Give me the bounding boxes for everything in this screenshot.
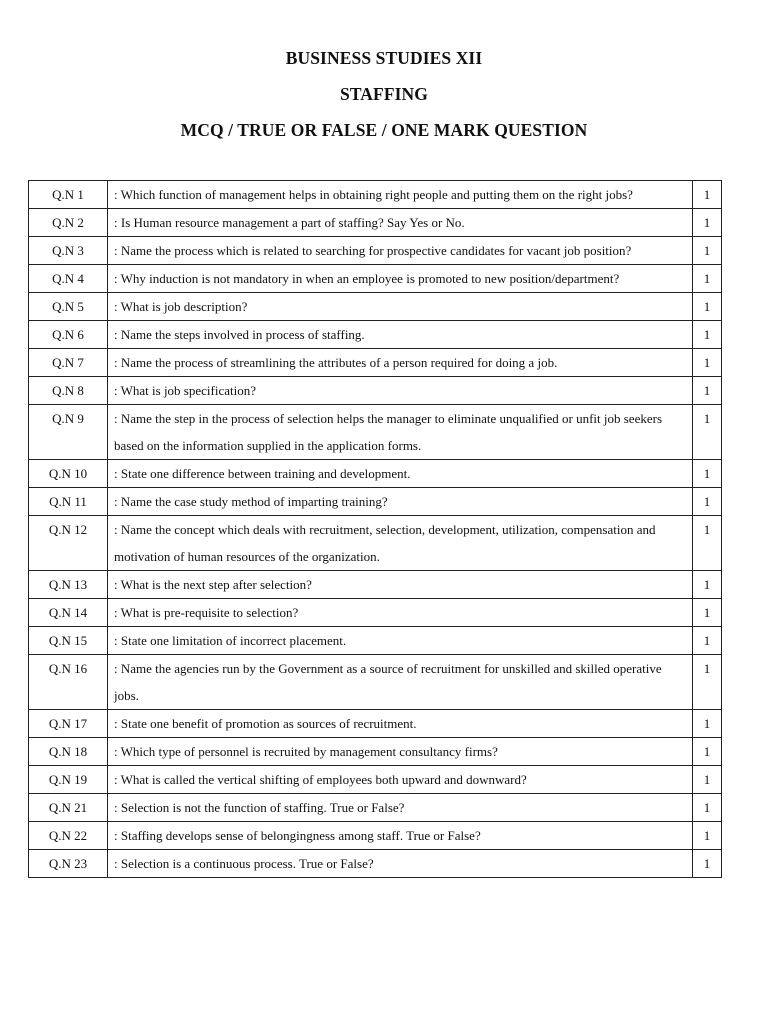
question-marks: 1: [693, 738, 722, 766]
question-number: Q.N 8: [29, 377, 108, 405]
table-row: [29, 822, 722, 850]
question-number: Q.N 10: [29, 460, 108, 488]
table-row: [29, 571, 722, 599]
question-text: : State one difference between training and development.: [108, 460, 693, 488]
question-marks: 1: [693, 599, 722, 627]
question-number: Q.N 7: [29, 349, 108, 377]
table-row: [29, 655, 722, 710]
question-text: : Which function of management helps in obtaining right people and putting them on the right jobs?: [108, 181, 693, 209]
table-row: [29, 738, 722, 766]
question-number: Q.N 4: [29, 265, 108, 293]
questions-table: [28, 180, 722, 878]
table-row: [29, 293, 722, 321]
question-number: Q.N 18: [29, 738, 108, 766]
question-number: Q.N 19: [29, 766, 108, 794]
question-marks: 1: [693, 237, 722, 265]
question-number: Q.N 17: [29, 710, 108, 738]
question-marks: 1: [693, 460, 722, 488]
table-row: [29, 181, 722, 209]
table-row: [29, 321, 722, 349]
question-marks: 1: [693, 488, 722, 516]
question-text: : What is job specification?: [108, 377, 693, 405]
table-row: [29, 265, 722, 293]
table-row: [29, 377, 722, 405]
question-number: Q.N 15: [29, 627, 108, 655]
table-row: [29, 488, 722, 516]
question-text: : State one benefit of promotion as sources of recruitment.: [108, 710, 693, 738]
question-marks: 1: [693, 571, 722, 599]
table-row: [29, 349, 722, 377]
question-text: : State one limitation of incorrect placement.: [108, 627, 693, 655]
question-number: Q.N 11: [29, 488, 108, 516]
question-text: : Name the process of streamlining the attributes of a person required for doing a job.: [108, 349, 693, 377]
question-number: Q.N 14: [29, 599, 108, 627]
table-row: [29, 405, 722, 460]
table-row: [29, 237, 722, 265]
question-marks: 1: [693, 377, 722, 405]
question-marks: 1: [693, 181, 722, 209]
question-number: Q.N 16: [29, 655, 108, 710]
question-number: Q.N 21: [29, 794, 108, 822]
question-text: : Staffing develops sense of belongingness among staff. True or False?: [108, 822, 693, 850]
question-number: Q.N 22: [29, 822, 108, 850]
question-number: Q.N 13: [29, 571, 108, 599]
question-number: Q.N 1: [29, 181, 108, 209]
question-marks: 1: [693, 766, 722, 794]
question-type-subtitle: MCQ / TRUE OR FALSE / ONE MARK QUESTION: [180, 120, 588, 140]
question-marks: 1: [693, 627, 722, 655]
question-text: : What is pre-requisite to selection?: [108, 599, 693, 627]
question-marks: 1: [693, 850, 722, 878]
table-row: [29, 850, 722, 878]
document-title: BUSINESS STUDIES XII: [285, 48, 483, 68]
question-text: : Name the concept which deals with recruitment, selection, development, utilization, compensation and motivation of human resources of the organization.: [108, 516, 693, 571]
question-number: Q.N 2: [29, 209, 108, 237]
table-row: [29, 209, 722, 237]
question-text: : Is Human resource management a part of staffing? Say Yes or No.: [108, 209, 693, 237]
table-row: [29, 599, 722, 627]
question-marks: 1: [693, 321, 722, 349]
question-text: : Selection is a continuous process. True or False?: [108, 850, 693, 878]
question-number: Q.N 3: [29, 237, 108, 265]
question-number: Q.N 23: [29, 850, 108, 878]
table-row: [29, 627, 722, 655]
question-marks: 1: [693, 293, 722, 321]
question-text: : What is the next step after selection?: [108, 571, 693, 599]
table-row: [29, 794, 722, 822]
question-text: : Name the case study method of imparting training?: [108, 488, 693, 516]
question-text: : What is called the vertical shifting of employees both upward and downward?: [108, 766, 693, 794]
question-number: Q.N 5: [29, 293, 108, 321]
chapter-title: STAFFING: [340, 84, 428, 104]
question-marks: 1: [693, 349, 722, 377]
question-text: : Selection is not the function of staffing. True or False?: [108, 794, 693, 822]
question-text: : Name the agencies run by the Government as a source of recruitment for unskilled and skilled operative jobs.: [108, 655, 693, 710]
table-row: [29, 766, 722, 794]
question-marks: 1: [693, 516, 722, 571]
table-row: [29, 710, 722, 738]
question-text: : Name the process which is related to searching for prospective candidates for vacant job position?: [108, 237, 693, 265]
question-marks: 1: [693, 655, 722, 710]
table-row: [29, 460, 722, 488]
question-text: : Name the steps involved in process of staffing.: [108, 321, 693, 349]
question-marks: 1: [693, 710, 722, 738]
question-marks: 1: [693, 265, 722, 293]
question-text: : What is job description?: [108, 293, 693, 321]
question-marks: 1: [693, 794, 722, 822]
question-number: Q.N 12: [29, 516, 108, 571]
question-number: Q.N 9: [29, 405, 108, 460]
table-row: [29, 516, 722, 571]
question-marks: 1: [693, 209, 722, 237]
question-text: : Name the step in the process of selection helps the manager to eliminate unqualified or unfit job seekers based on the information supplied in the application forms.: [108, 405, 693, 460]
question-marks: 1: [693, 822, 722, 850]
question-marks: 1: [693, 405, 722, 460]
question-number: Q.N 6: [29, 321, 108, 349]
question-text: : Which type of personnel is recruited by management consultancy firms?: [108, 738, 693, 766]
question-text: : Why induction is not mandatory in when an employee is promoted to new position/department?: [108, 265, 693, 293]
questions-table-body: [29, 181, 722, 878]
